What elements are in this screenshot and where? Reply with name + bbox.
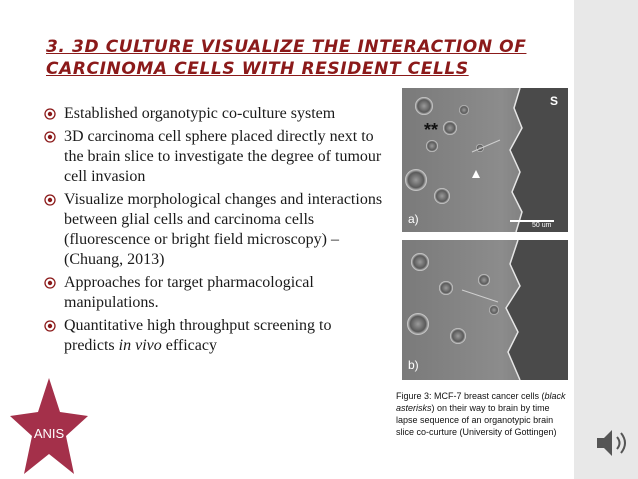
badge-text: ANIS (33, 426, 65, 441)
speaker-icon[interactable] (594, 426, 630, 460)
right-side-bar (574, 0, 638, 479)
micrograph-panel-b (402, 240, 568, 380)
micrograph-b-image (402, 240, 568, 380)
star-badge-icon (8, 376, 90, 476)
region-s-label: S (550, 94, 559, 108)
bullet-item (44, 273, 384, 313)
panel-b-label: b) (408, 358, 419, 372)
bullet-text: Visualize morphological changes and interactions between glial cells and carcinoma cells (fluorescence or bright field microscopy) – (Chuang, 2013) (64, 191, 383, 268)
bullet-item (44, 127, 384, 187)
bullet-text: Approaches for target pharmacological manipulations. (64, 274, 314, 311)
bullet-item (44, 190, 384, 270)
title-number: 3. (46, 37, 66, 57)
asterisks-label: ** (424, 120, 439, 140)
bullet-icon (44, 320, 56, 332)
micrograph-panel-a (402, 88, 568, 232)
bullet-list (44, 104, 384, 359)
caption-italic: black asterisks (396, 391, 566, 413)
micrograph-a-image (402, 88, 568, 232)
bullet-tail-text: efficacy (161, 337, 217, 354)
bullet-icon (44, 108, 56, 120)
bullet-icon (44, 277, 56, 289)
bullet-icon (44, 194, 56, 206)
panel-a-label: a) (408, 212, 419, 226)
caption-prefix: Figure 3: MCF-7 breast cancer cells ( (396, 391, 545, 401)
caption-suffix: ) on their way to brain by time lapse sequence of an organotypic brain slice co-curture (University of Gottingen) (396, 403, 557, 437)
figure-caption (396, 390, 566, 438)
slide-title (46, 36, 566, 80)
title-text: 3D CULTURE VISUALIZE THE INTERACTION OF CARCINOMA CELLS WITH RESIDENT CELLS (46, 37, 527, 79)
bullet-text: 3D carcinoma cell sphere placed directly next to the brain slice to investigate the degree of tumour cell invasion (64, 128, 382, 185)
bullet-italic-text: in vivo (118, 337, 162, 354)
bullet-item (44, 316, 384, 356)
scale-bar-label: 50 um (532, 222, 552, 229)
bullet-icon (44, 131, 56, 143)
bullet-item (44, 104, 384, 124)
bullet-text: Quantitative high throughput screening to predicts (64, 317, 332, 354)
bullet-text: Established organotypic co-culture system (64, 105, 336, 122)
